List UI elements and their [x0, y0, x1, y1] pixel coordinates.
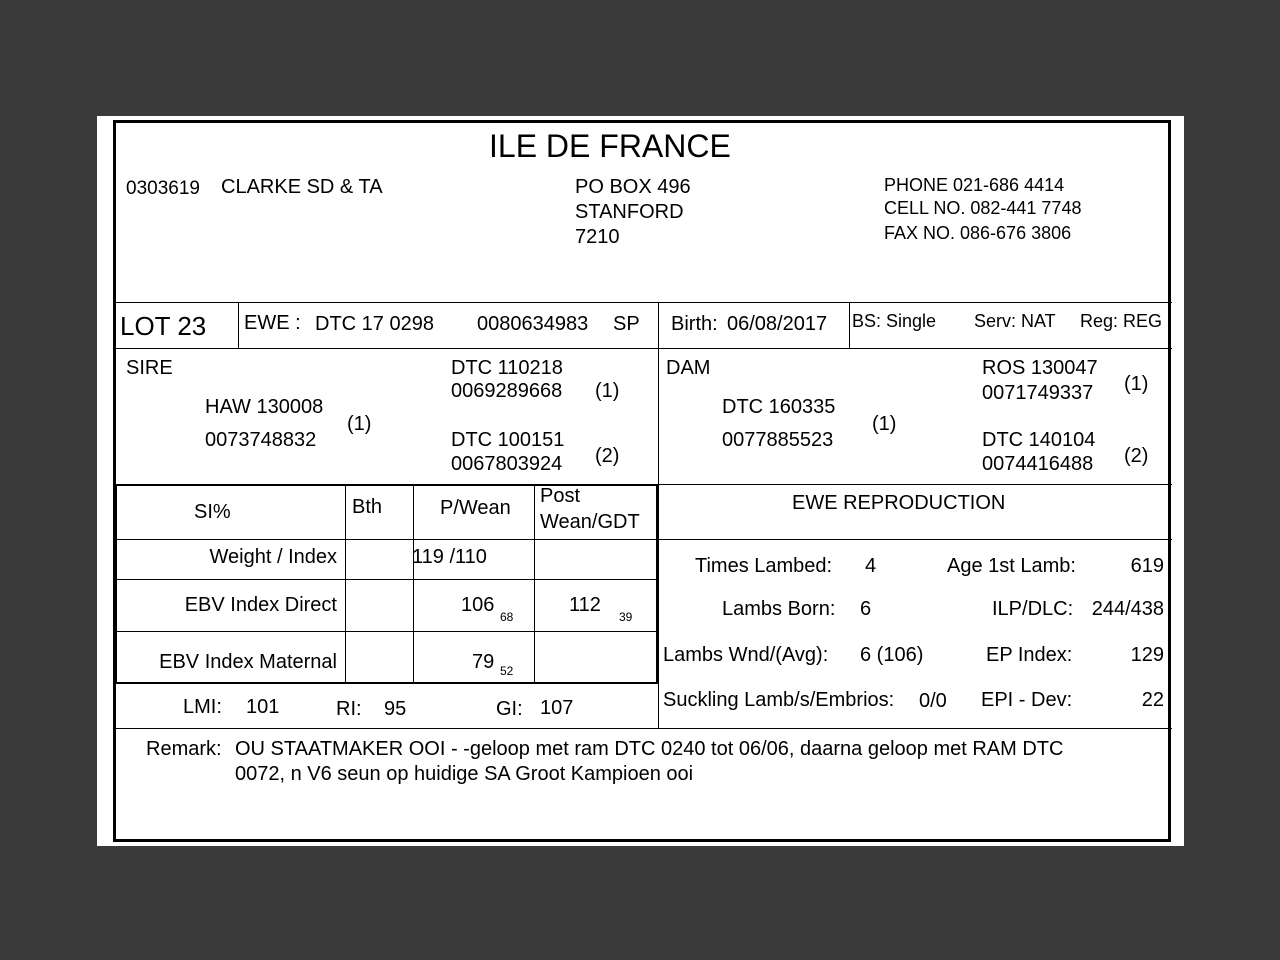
- lmi-value: 101: [246, 696, 280, 718]
- divider: [656, 484, 658, 682]
- times-lambed-label: Times Lambed:: [695, 555, 833, 577]
- dam-sire-mark: (1): [1124, 373, 1149, 395]
- dam-dam-id: DTC 140104: [982, 429, 1096, 451]
- age-first-lamb-value: 619: [1130, 555, 1164, 577]
- ewe-number: 0080634983: [477, 313, 589, 335]
- dam-name: DTC 160335: [722, 396, 836, 418]
- ri-label: RI:: [336, 698, 362, 720]
- dam-label: DAM: [666, 357, 711, 379]
- cell-number: CELL NO. 082-441 7748: [884, 198, 1082, 218]
- sire-name: HAW 130008: [205, 396, 324, 418]
- ri-value: 95: [384, 698, 407, 720]
- sire-sire-mark: (1): [595, 380, 620, 402]
- divider: [116, 539, 658, 540]
- ep-index-label: EP Index:: [986, 644, 1073, 666]
- ewe-label: EWE :: [244, 312, 301, 334]
- divider: [116, 728, 1172, 729]
- lambs-weaned-label: Lambs Wnd/(Avg):: [663, 644, 829, 666]
- address-line-2: STANFORD: [575, 201, 684, 223]
- sire-mark: (1): [347, 413, 372, 435]
- dam-number: 0077885523: [722, 429, 834, 451]
- owner-name: CLARKE SD & TA: [221, 176, 383, 198]
- ewe-id: DTC 17 0298: [315, 313, 434, 335]
- row-label-ebv-maternal: EBV Index Maternal: [159, 651, 337, 673]
- sire-dam-number: 0067803924: [451, 453, 563, 475]
- birth-label: Birth:: [671, 313, 718, 335]
- dam-sire-id: ROS 130047: [982, 357, 1098, 379]
- header-si: SI%: [194, 501, 231, 523]
- divider: [116, 631, 658, 632]
- divider: [849, 302, 850, 348]
- sire-label: SIRE: [126, 357, 173, 379]
- ep-index-value: 129: [1130, 644, 1164, 666]
- divider: [658, 539, 1172, 540]
- dam-dam-mark: (2): [1124, 445, 1149, 467]
- remark-line-2: 0072, n V6 seun op huidige SA Groot Kampioen ooi: [235, 763, 694, 785]
- gi-value: 107: [540, 697, 574, 719]
- remark-line-1: OU STAATMAKER OOI - -geloop met ram DTC 0240 tot 06/06, daarna geloop met RAM DTC: [235, 738, 1064, 760]
- sire-sire-number: 0069289668: [451, 380, 563, 402]
- divider: [658, 484, 1172, 485]
- dam-mark: (1): [872, 413, 897, 435]
- lmi-label: LMI:: [183, 696, 222, 718]
- gi-label: GI:: [496, 698, 523, 720]
- weight-index-pwean: 119 /110: [412, 546, 487, 568]
- ebv-direct-pwean-accuracy: 68: [500, 610, 514, 624]
- ebv-direct-post-accuracy: 39: [619, 610, 633, 624]
- sire-number: 0073748832: [205, 429, 317, 451]
- registration: Reg: REG: [1080, 311, 1163, 331]
- header-bth: Bth: [352, 496, 383, 518]
- sire-dam-mark: (2): [595, 445, 620, 467]
- dam-dam-number: 0074416488: [982, 453, 1094, 475]
- header-post: Post: [540, 485, 581, 507]
- breed-title: ILE DE FRANCE: [489, 128, 731, 164]
- header-pwean: P/Wean: [440, 497, 511, 519]
- row-label-weight-index: Weight / Index: [209, 546, 337, 568]
- lambs-weaned-value: 6 (106): [860, 644, 924, 666]
- ebv-direct-pwean: 106: [461, 594, 495, 616]
- times-lambed-value: 4: [865, 555, 877, 577]
- divider: [658, 302, 659, 728]
- divider: [413, 484, 414, 682]
- ilp-dlc-label: ILP/DLC:: [992, 598, 1074, 620]
- age-first-lamb-label: Age 1st Lamb:: [947, 555, 1076, 577]
- ebv-maternal-pwean-accuracy: 52: [500, 664, 514, 678]
- lot-label: LOT 23: [120, 311, 207, 341]
- ebv-maternal-pwean: 79: [472, 651, 495, 673]
- ewe-suffix: SP: [613, 313, 640, 335]
- divider: [115, 484, 117, 682]
- sire-sire-id: DTC 110218: [451, 357, 563, 379]
- row-label-ebv-direct: EBV Index Direct: [184, 594, 337, 616]
- divider: [116, 302, 1172, 303]
- dam-sire-number: 0071749337: [982, 382, 1094, 404]
- divider: [116, 579, 658, 580]
- ilp-dlc-value: 244/438: [1091, 598, 1164, 620]
- divider: [116, 682, 658, 684]
- lambs-born-label: Lambs Born:: [722, 598, 836, 620]
- owner-code: 0303619: [126, 178, 200, 199]
- divider: [116, 348, 1172, 349]
- remark-label: Remark:: [146, 738, 222, 760]
- reproduction-title: EWE REPRODUCTION: [792, 492, 1006, 514]
- address-line-1: PO BOX 496: [575, 176, 691, 198]
- ebv-direct-post: 112: [569, 594, 601, 616]
- divider: [238, 302, 239, 348]
- header-wean-gdt: Wean/GDT: [540, 511, 640, 533]
- birth-date: 06/08/2017: [727, 313, 828, 335]
- suckling-value: 0/0: [919, 690, 947, 712]
- fax-number: FAX NO. 086-676 3806: [884, 223, 1072, 243]
- service-type: Serv: NAT: [974, 311, 1056, 331]
- epi-dev-label: EPI - Dev:: [981, 689, 1073, 711]
- epi-dev-value: 22: [1141, 689, 1164, 711]
- divider: [345, 484, 346, 682]
- sire-dam-id: DTC 100151: [451, 429, 565, 451]
- suckling-label: Suckling Lamb/s/Embrios:: [663, 689, 895, 711]
- phone-number: PHONE 021-686 4414: [884, 175, 1065, 195]
- divider: [534, 484, 535, 682]
- lambs-born-value: 6: [860, 598, 872, 620]
- birth-status: BS: Single: [852, 311, 937, 331]
- address-line-3: 7210: [575, 226, 620, 248]
